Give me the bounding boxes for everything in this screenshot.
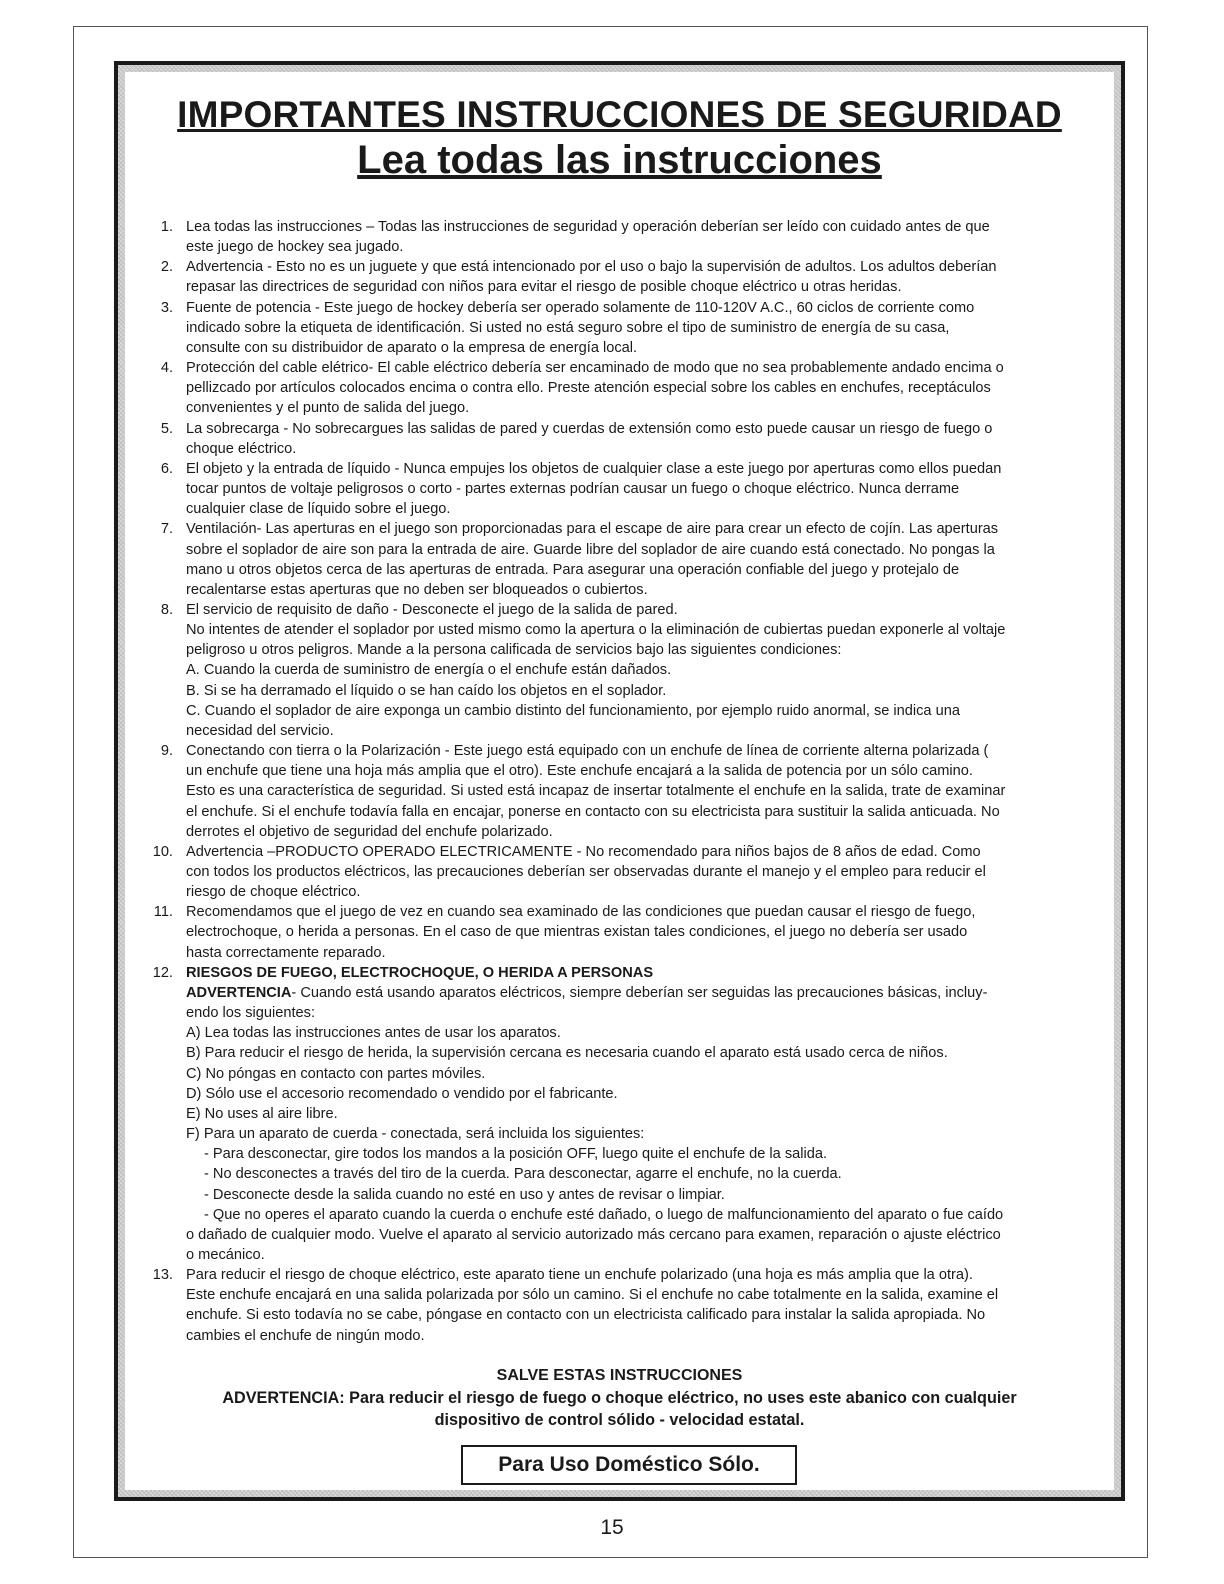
item-line: No intentes de atender el soplador por usted mismo como la apertura o la eliminación de cubiertas puedan exponerle al voltaje: [186, 622, 1006, 639]
list-item-1: [138, 217, 1100, 257]
item-number: 4.: [160, 360, 173, 377]
item-line: El objeto y la entrada de líquido - Nunca empujes los objetos de cualquier clase a este juego por aperturas como ellos puedan: [186, 460, 1002, 477]
list-item-3: [138, 298, 1100, 358]
item-line: E) No uses al aire libre.: [186, 1105, 338, 1122]
item-number: 5.: [160, 420, 173, 437]
list-item-4: [138, 358, 1100, 418]
list-item-7: [138, 519, 1100, 600]
item-line: Fuente de potencia - Este juego de hockey debería ser operado solamente de 110-120V A.C., 60 ciclos de corriente como: [186, 299, 975, 316]
item-line: El servicio de requisito de daño - Desconecte el juego de la salida de pared.: [186, 601, 678, 618]
final-warning-line: dispositivo de control sólido - velocidad estatal.: [434, 1411, 805, 1429]
item-line: - Para desconectar, gire todos los mandos a la posición OFF, luego quite el enchufe de la salida.: [204, 1146, 828, 1163]
final-warning: [155, 1387, 1084, 1431]
list-item-10: [138, 842, 1100, 902]
item-line: Lea todas las instrucciones – Todas las instrucciones de seguridad y operación deberían ser leído con cuidado antes de que: [186, 219, 990, 235]
list-item-8: [138, 600, 1100, 741]
item-line: - No desconectes a través del tiro de la cuerda. Para desconectar, agarre el enchufe, no la cuerda.: [204, 1166, 842, 1183]
item-line: mano u otros objetos cerca de las aperturas de entrada. Para asegurar una operación confiable del juego y protejalo de: [186, 561, 960, 578]
item-line: con todos los productos eléctricos, las precauciones deberían ser observadas durante el manejo y el empleo para reducir el: [186, 864, 986, 880]
list-item-5: [138, 419, 1100, 459]
item-line: D) Sólo use el accesorio recomendado o vendido por el fabricante.: [186, 1085, 618, 1102]
item-number: 12.: [152, 964, 173, 981]
instruction-list: [138, 217, 1100, 1346]
item-line: indicado sobre la etiqueta de identificación. Si usted no está seguro sobre el tipo de suministro de energía de su casa,: [186, 319, 950, 336]
item-line: hasta correctamente reparado.: [186, 944, 386, 961]
item-line: Para reducir el riesgo de choque eléctrico, este aparato tiene un enchufe polarizado (una hoja es más amplia que la otra).: [186, 1267, 973, 1284]
item-line: Advertencia –PRODUCTO OPERADO ELECTRICAMENTE - No recomendado para niños bajos de 8 años de edad. Como: [186, 843, 981, 860]
item-number: 9.: [160, 743, 173, 760]
list-item-11: [138, 902, 1100, 962]
final-warning-line: ADVERTENCIA: Para reducir el riesgo de fuego o choque eléctrico, no uses este abanico con cualquier: [222, 1389, 1017, 1407]
warning-label: ADVERTENCIA: [186, 984, 292, 1001]
warning-text: - Cuando está usando aparatos eléctricos, siempre deberían ser seguidas las precauciones básicas, incluy-: [291, 984, 988, 1001]
item-line: el enchufe. Si el enchufe todavía falla en encajar, ponerse en contacto con su electricista para sustituir la salida anticuada. No: [186, 803, 1000, 820]
item-line: Recomendamos que el juego de vez en cuando sea examinado de las condiciones que puedan causar el riesgo de fuego,: [186, 904, 976, 921]
list-item-12: [138, 963, 1100, 1265]
item-line: convenientes y el punto de salida del juego.: [186, 400, 470, 417]
list-item-6: [138, 459, 1100, 519]
item-line: B. Si se ha derramado el líquido o se han caído los objetos en el soplador.: [186, 682, 667, 699]
item-number: 7.: [160, 521, 173, 538]
safety-notice-frame: [114, 61, 1125, 1501]
item-line: [186, 983, 1100, 1003]
item-line: - Que no operes el aparato cuando la cuerda o enchufe esté dañado, o luego de malfuncionamiento del aparato o fue caído: [204, 1206, 1004, 1223]
item-line: cualquier clase de líquido sobre el juego.: [186, 501, 451, 518]
item-line: A. Cuando la cuerda de suministro de energía o el enchufe están dañados.: [186, 662, 672, 679]
item-line: B) Para reducir el riesgo de herida, la supervisión cercana es necesaria cuando el aparato está usado cerca de niños.: [186, 1045, 948, 1062]
item-number: 6.: [160, 460, 173, 477]
item-number: 11.: [153, 904, 173, 921]
item-line: riesgo de choque eléctrico.: [186, 884, 361, 901]
item-line: sobre el soplador de aire son para la entrada de aire. Guarde libre del soplador de aire cuando está conectado. No pongas la: [186, 541, 995, 558]
item-number: 3.: [160, 299, 173, 316]
item-line: pellizcado por artículos colocados encima o contra ello. Preste atención especial sobre los cables en enchufes, receptáculos: [186, 380, 991, 397]
item-number: 10.: [152, 843, 173, 860]
list-item-13: [138, 1265, 1100, 1346]
item-line: un enchufe que tiene una hoja más amplia que el otro). Este enchufe encajará a la salida de potencia por un sólo camino.: [186, 763, 973, 780]
item-number: 2.: [160, 259, 173, 276]
item-line: cambies el enchufe de ningún modo.: [186, 1327, 425, 1344]
item-line: C) No póngas en contacto con partes móviles.: [186, 1065, 486, 1082]
item-line: Advertencia - Esto no es un juguete y que está intencionado por el uso o bajo la supervisión de adultos. Los adultos deberían: [186, 259, 997, 276]
safety-notice-panel: [125, 72, 1114, 1490]
item-number: 8.: [160, 601, 173, 618]
item-line: Protección del cable elétrico- El cable eléctrico debería ser encaminado de modo que no sea probablemente andado encima o: [186, 360, 1004, 377]
item-line: Ventilación- Las aperturas en el juego son proporcionadas para el escape de aire para crear un efecto de cojín. Las aperturas: [186, 521, 999, 538]
household-use-label: Para Uso Doméstico Sólo.: [461, 1445, 797, 1485]
item-line: Esto es una característica de seguridad. Si usted está incapaz de insertar totalmente el enchufe en la salida, trate de examinar: [186, 783, 1006, 800]
item-line: enchufe. Si esto todavía no se cabe, póngase en contacto con un electricista calificado para instalar la salida apropiada. No: [186, 1307, 986, 1324]
item-line: o mecánico.: [186, 1246, 265, 1263]
item-line: choque eléctrico.: [186, 440, 297, 457]
list-item-2: [138, 257, 1100, 297]
item-line: consulte con su distribuidor de aparato o la empresa de energía local.: [186, 339, 638, 356]
item-number: 13.: [152, 1267, 173, 1284]
item-line: peligroso u otros peligros. Mande a la persona calificada de servicios bajo las siguientes condiciones:: [186, 642, 842, 659]
item-line: - Desconecte desde la salida cuando no esté en uso y antes de revisar o limpiar.: [204, 1186, 725, 1203]
item-line: derrotes el objetivo de seguridad del enchufe polarizado.: [186, 823, 553, 840]
item-heading: RIESGOS DE FUEGO, ELECTROCHOQUE, O HERIDA A PERSONAS: [186, 964, 654, 981]
item-line: recalentarse estas aperturas que no deben ser bloqueados o cubiertos.: [186, 581, 648, 598]
item-line: La sobrecarga - No sobrecargues las salidas de pared y cuerdas de extensión como esto puede causar un riesgo de fuego o: [186, 420, 993, 437]
list-item-9: [138, 741, 1100, 842]
item-number: 1.: [160, 219, 173, 235]
save-instructions-heading: SALVE ESTAS INSTRUCCIONES: [496, 1367, 743, 1384]
item-line: A) Lea todas las instrucciones antes de usar los aparatos.: [186, 1025, 561, 1042]
page-subtitle: Lea todas las instrucciones: [357, 138, 882, 182]
page-title: IMPORTANTES INSTRUCCIONES DE SEGURIDAD: [177, 94, 1062, 135]
item-line: necesidad del servicio.: [186, 722, 334, 739]
item-line: C. Cuando el soplador de aire exponga un cambio distinto del funcionamiento, por ejemplo ruido anormal, se indica una: [186, 702, 960, 719]
item-line: tocar puntos de voltaje peligrosos o corto - partes externas podrían causar un fuego o choque eléctrico. Nunca derrame: [186, 481, 960, 498]
page-number: 15: [600, 1516, 624, 1539]
item-line: Conectando con tierra o la Polarización - Este juego está equipado con un enchufe de línea de corriente alterna polarizada (: [186, 743, 989, 760]
item-line: electrochoque, o herida a personas. En el caso de que mientras existan tales condiciones, el juego no debería ser usado: [186, 924, 968, 941]
item-line: endo los siguientes:: [186, 1005, 315, 1022]
item-line: F) Para un aparato de cuerda - conectada, será incluida los siguientes:: [186, 1126, 645, 1143]
item-line: este juego de hockey sea jugado.: [186, 239, 404, 256]
item-line: Este enchufe encajará en una salida polarizada por sólo un camino. Si el enchufe no cabe totalmente en la salida, examine el: [186, 1287, 999, 1304]
item-line: repasar las directrices de seguridad con niños para evitar el riesgo de posible choque eléctrico u otras heridas.: [186, 279, 902, 296]
item-line: o dañado de cualquier modo. Vuelve el aparato al servicio autorizado más cercano para examen, reparación o ajuste eléctrico: [186, 1226, 1001, 1243]
